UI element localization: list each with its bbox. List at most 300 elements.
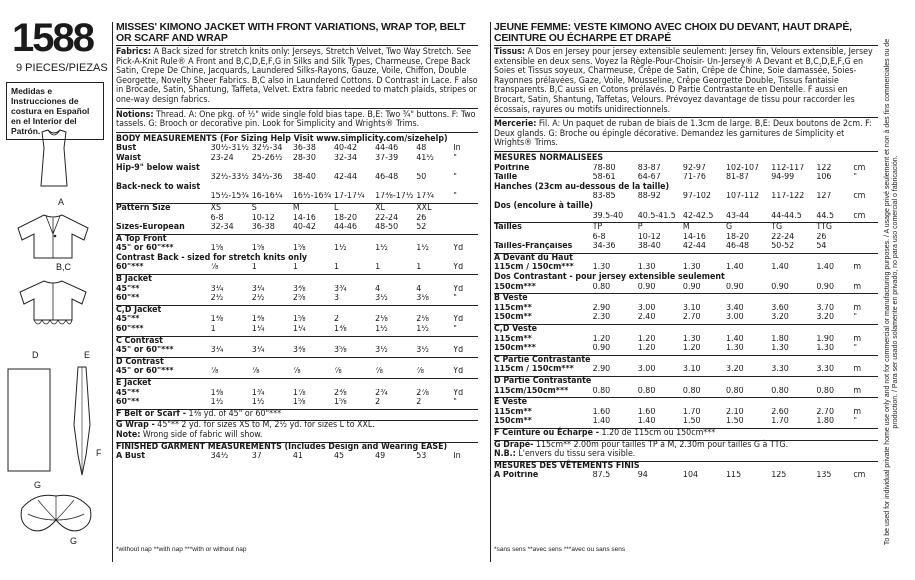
yardage-section-title: A Top Front [116, 233, 167, 244]
notions-label: Notions: [116, 109, 154, 120]
unit-cell: Yd [453, 263, 464, 273]
value-cell: 1 [375, 263, 381, 273]
unit-cell: m [853, 303, 862, 313]
value-cell: 2.70 [816, 407, 834, 417]
measure-grid [494, 304, 878, 323]
notions-text: Thread. A: One pkg. of ½" wide single fold bias tape. B,E: Two ¾" buttons. F: Two tassels. G: Brooch or decorative pin. Look for Simplicity and Wrights® Trims. [116, 109, 476, 130]
unit-cell: " [853, 173, 857, 183]
row-label: 60"*** [116, 325, 144, 335]
yardage-section-title: D Contrast [116, 356, 164, 367]
english-column [116, 22, 478, 462]
value-cell: 3½ [375, 294, 388, 304]
value-cell: 28-30 [292, 153, 316, 163]
table-row [494, 417, 878, 427]
value-cell: TP [592, 223, 603, 233]
value-cell: 0.90 [816, 282, 834, 292]
value-cell: 2½ [251, 294, 265, 304]
value-cell: 1.40 [637, 417, 656, 427]
unit-cell: " [453, 192, 457, 202]
view-g-wrap-sketch [16, 490, 96, 550]
value-cell: 83-87 [637, 163, 661, 173]
view-f-label: F [96, 448, 102, 458]
body-measurements-table [116, 144, 478, 202]
value-cell: 26 [816, 232, 827, 242]
value-cell: 2.10 [726, 407, 744, 417]
value-cell: 32½-33½ [210, 173, 249, 183]
value-cell: 38-40 [637, 242, 661, 252]
yardage-table [116, 234, 478, 408]
value-cell: 18-20 [333, 213, 357, 223]
measure-grid [116, 244, 478, 273]
row-label: 115cm/150cm*** [494, 386, 569, 396]
value-cell: 48-50 [375, 223, 399, 233]
value-cell: 17-17¼ [333, 192, 365, 202]
table-row [494, 233, 878, 243]
measure-grid [494, 471, 878, 481]
yardage-section-title: D Partie Contrastante [494, 376, 592, 386]
tissus-text: A Dos en Jersey pour jersey extensible seulement: Jersey fin, Velours extensible, Jersey extensible en deux sens. Voyez la Règle-Pour-Choisir- Un-Jersey® A Devant et B,C,D,E,F,G en Soies et Tissus soyeux, Charmeuse, Crêpe de Satin, Crêpe de Chine, Soie damassée, Soies-Rayonnes prélavées, Gaze, Voile, Mousseline, Crêpe Georgette Double, Tissus fantaisie transparents. B,C aussi en Cotons prélavés. D Partie Contrastante en Dentelle. F aussi en Brocart, Satin, Shantung, Taffetas, Velours. Prévoyez davantage de tissu pour raccorder les écossais, rayures ou motifs unidirectionnels. [494, 47, 873, 115]
value-cell: 3.30 [771, 365, 789, 375]
unit-cell: " [453, 153, 457, 163]
value-cell: 3.40 [726, 303, 744, 313]
value-cell: 37 [251, 452, 262, 462]
note-label: Note: [116, 429, 141, 440]
value-cell: 3½ [416, 346, 429, 356]
yardage-section [494, 397, 878, 427]
unit-cell: " [453, 173, 457, 183]
measure-grid [116, 346, 478, 356]
yardage-section-title: B Veste [494, 293, 528, 304]
measure-grid [494, 263, 878, 292]
value-cell: 1.30 [637, 263, 656, 273]
row-label: Tailles-Françaises [494, 242, 573, 252]
row-label: Hanches (23cm au-dessous de la taille) [494, 181, 670, 192]
row-label: 60"*** [116, 263, 144, 273]
value-cell: 1.80 [816, 417, 834, 427]
value-cell: 115 [726, 471, 742, 481]
value-cell: 52 [416, 223, 427, 233]
mercerie-label: Mercerie: [494, 119, 537, 130]
finished-measurements-table [116, 452, 478, 462]
divider-left [112, 22, 113, 562]
value-cell: 1.30 [592, 263, 611, 273]
unit-cell: cm [853, 192, 866, 202]
value-cell: 78-80 [592, 163, 616, 173]
row-label [494, 233, 593, 243]
value-cell: 50-52 [771, 242, 795, 252]
value-cell: M [292, 203, 300, 213]
unit-cell: m [853, 282, 862, 292]
value-cell: 49 [375, 452, 386, 462]
value-cell: 44.5 [816, 211, 834, 221]
usage-notice-vertical [884, 22, 910, 562]
row-label: A Bust [116, 452, 146, 462]
value-cell: 1⅜ [251, 315, 265, 325]
value-cell: ⅞ [210, 367, 219, 377]
value-cell: 36-38 [292, 144, 316, 154]
value-cell: 2⅛ [375, 315, 388, 325]
value-cell: 71-76 [682, 173, 706, 183]
table-row [116, 452, 478, 462]
finished-measurements-title: FINISHED GARMENT MEASUREMENTS (Includes Design and Wearing EASE) [116, 442, 478, 453]
unit-cell [453, 204, 478, 214]
value-cell: 4 [375, 284, 381, 294]
value-cell: 3¼ [210, 346, 224, 356]
value-cell: 2.30 [592, 313, 611, 323]
value-cell: 40-42 [333, 144, 357, 154]
value-cell: 1.60 [592, 407, 611, 417]
value-cell: 3.60 [771, 303, 789, 313]
value-cell: 14-16 [292, 213, 316, 223]
english-fabrics [116, 45, 478, 106]
value-cell: 0.80 [771, 386, 789, 396]
value-cell: 0.80 [592, 282, 611, 292]
value-cell: 1.80 [771, 334, 789, 344]
value-cell: 34½ [210, 452, 229, 462]
yardage-section-title: C,D Veste [494, 324, 538, 335]
value-cell: 3.00 [637, 365, 656, 375]
value-cell: 40.5-41.5 [637, 211, 676, 221]
value-cell: 1.40 [592, 417, 611, 427]
measure-grid [494, 223, 878, 252]
value-cell: 1.30 [682, 334, 701, 344]
value-cell: 0.90 [771, 282, 789, 292]
fabrics-label: Fabrics: [116, 47, 152, 57]
value-cell: G [726, 223, 733, 233]
row-label: Back-neck to waist [116, 181, 201, 192]
table-row [116, 192, 478, 202]
table-row [116, 263, 478, 273]
table-row [116, 294, 478, 304]
yardage-section [494, 376, 878, 396]
value-cell: 1.40 [726, 263, 744, 273]
value-cell: 32-34 [210, 223, 234, 233]
french-column [494, 22, 878, 481]
value-cell: S [251, 203, 257, 213]
measure-grid [116, 389, 478, 408]
value-cell: 1.40 [771, 263, 789, 273]
value-cell: 3.20 [771, 313, 789, 323]
value-cell: 2.40 [637, 313, 656, 323]
value-cell: 106 [816, 173, 832, 183]
table-row [494, 365, 878, 375]
table-row [494, 471, 878, 481]
table-row [116, 164, 478, 174]
unit-cell: Yd [453, 244, 464, 254]
value-cell: 94-99 [771, 173, 795, 183]
yardage-section-title: E Jacket [116, 378, 152, 388]
table-row [116, 214, 478, 224]
value-cell: 18-20 [726, 232, 750, 242]
value-cell: 1.40 [816, 263, 834, 273]
table-row [494, 283, 878, 293]
value-cell: 36-38 [251, 223, 275, 233]
value-cell: 2.90 [592, 303, 611, 313]
yardage-section-title: E Veste [494, 397, 528, 408]
unit-cell: m [853, 407, 862, 417]
value-cell: 54 [816, 242, 827, 252]
value-cell: 1⅝ [333, 398, 347, 408]
french-note [494, 450, 878, 460]
unit-cell: " [853, 313, 857, 323]
row-label: Dos Contrastant - pour jersey extensible seulement [494, 272, 725, 283]
measure-grid [116, 452, 478, 462]
row-label: Hip-9" below waist [116, 162, 200, 173]
value-cell: 6-8 [592, 232, 606, 242]
tailles-table [494, 222, 878, 252]
value-cell: 1.20 [637, 334, 656, 344]
row-label: 115cm** [494, 303, 532, 313]
divider-middle [490, 22, 491, 562]
value-cell: 3.00 [726, 313, 744, 323]
value-cell: 1.30 [726, 344, 744, 354]
value-cell: 64-67 [637, 173, 661, 183]
measure-grid [494, 408, 878, 427]
table-row [116, 204, 478, 214]
value-cell: 3.70 [816, 303, 834, 313]
table-row [116, 367, 478, 377]
measure-grid [116, 315, 478, 334]
value-cell: ⅞ [333, 367, 342, 377]
row-label: 150cm*** [494, 344, 536, 354]
value-cell: 0.90 [592, 344, 611, 354]
value-cell: 2⅜ [333, 388, 347, 398]
value-cell: 2 [416, 398, 422, 408]
belt-yardage [116, 409, 478, 420]
row-label [116, 214, 211, 224]
value-cell: 2⅝ [292, 294, 306, 304]
yardage-section-title: C,D Jacket [116, 304, 162, 315]
value-cell: 48 [416, 144, 427, 154]
body-measurements-title: BODY MEASUREMENTS (For Sizing Help Visit www.simplicity.com/sizehelp) [116, 132, 478, 145]
value-cell: 107-112 [726, 192, 760, 202]
metrage-table [494, 253, 878, 427]
view-g-label-bottom: G [70, 536, 78, 546]
unit-cell: In [453, 144, 461, 154]
mesures-table [494, 164, 878, 222]
ceinture-label: F Ceinture ou Écharpe - [494, 427, 600, 438]
row-label: 150cm*** [494, 282, 536, 292]
row-label: 60"** [116, 294, 140, 304]
value-cell: 1½ [375, 244, 388, 254]
value-cell: 1 [416, 263, 422, 273]
value-cell: 23-24 [210, 153, 234, 163]
value-cell: ⅞ [416, 367, 424, 377]
measure-grid [494, 365, 878, 375]
fabric-note [116, 431, 478, 441]
value-cell: 1½ [416, 244, 429, 254]
table-row [494, 202, 878, 212]
value-cell: 3.20 [816, 313, 834, 323]
value-cell: 135 [816, 471, 832, 481]
view-e-label: E [84, 350, 91, 360]
value-cell: 34-36 [592, 242, 616, 252]
value-cell: 81-87 [726, 173, 750, 183]
row-label: 115cm** [494, 334, 532, 344]
value-cell: 46-48 [726, 242, 750, 252]
row-label: Bust [116, 144, 137, 154]
value-cell: 39.5-40 [592, 211, 624, 221]
unit-cell: " [453, 294, 457, 304]
table-row [116, 389, 478, 399]
value-cell: 41 [292, 452, 303, 462]
value-cell: 0.90 [726, 282, 744, 292]
yardage-section [494, 324, 878, 354]
table-row [494, 335, 878, 345]
value-cell: XS [210, 203, 222, 213]
value-cell: 1¾ [251, 388, 265, 398]
yardage-section-title: B Jacket [116, 274, 152, 285]
yardage-section [116, 357, 478, 377]
unit-cell: cm [853, 163, 866, 173]
unit-cell: m [853, 386, 862, 396]
value-cell: 2.90 [592, 365, 611, 375]
value-cell: 1.20 [592, 334, 611, 344]
value-cell: 2⅛ [416, 315, 429, 325]
row-label: 150cm** [494, 313, 532, 323]
spanish-instructions-note: Medidas e Instrucciones de costura en Español en el Interior del Patrón. [6, 82, 104, 140]
measure-grid [116, 367, 478, 377]
value-cell: 1⅞ [292, 388, 306, 398]
value-cell: 1½ [333, 244, 347, 254]
view-a-label: A [58, 197, 65, 207]
value-cell: 1⅜ [333, 325, 347, 335]
value-cell: 15½-15¾ [210, 192, 249, 202]
row-label: A Poitrine [494, 471, 539, 481]
value-cell: 1.50 [726, 417, 744, 427]
value-cell: 2.60 [771, 407, 789, 417]
value-cell: 0.90 [637, 282, 656, 292]
value-cell: 87.5 [592, 471, 611, 481]
value-cell: 3.10 [682, 365, 701, 375]
value-cell: 104 [682, 471, 699, 481]
value-cell: 1⅝ [292, 244, 306, 254]
value-cell: 40-42 [292, 223, 316, 233]
row-label: 45" or 60"*** [116, 244, 174, 254]
value-cell: 3½ [375, 346, 388, 356]
value-cell: 0.80 [726, 386, 744, 396]
row-label: 45"** [116, 284, 140, 294]
value-cell: 2.70 [682, 313, 701, 323]
value-cell: 1⅜ [210, 315, 224, 325]
value-cell: XXL [416, 203, 432, 213]
value-cell: 45 [333, 452, 345, 462]
table-row [116, 223, 478, 233]
value-cell: 94 [637, 471, 648, 481]
value-cell: P [637, 223, 643, 233]
value-cell: 3.00 [637, 303, 656, 313]
view-d-label: D [32, 350, 39, 360]
value-cell: 1.30 [816, 344, 834, 354]
value-cell: 3¼ [251, 346, 265, 356]
value-cell: 3.30 [816, 365, 834, 375]
value-cell: 125 [771, 471, 787, 481]
pattern-number: 1588 [12, 16, 93, 60]
row-label: Taille [494, 173, 518, 183]
measure-grid [494, 387, 878, 397]
row-label: Pattern Size [116, 203, 171, 213]
value-cell: 0.90 [682, 282, 701, 292]
row-label: 45"** [116, 388, 140, 398]
unit-cell: Yd [453, 315, 464, 325]
drape-label: G Drapé- [494, 439, 534, 450]
value-cell: 1½ [210, 398, 224, 408]
nb-label: N.B.: [494, 449, 516, 460]
value-cell: 1.20 [637, 344, 656, 354]
ceinture-metrage [494, 428, 878, 439]
value-cell: 43-44 [726, 211, 750, 221]
value-cell: 97-102 [682, 192, 711, 202]
row-label: 115cm** [494, 407, 532, 417]
value-cell: TG [771, 223, 783, 233]
pattern-size-table [116, 203, 478, 233]
wrap-label: G Wrap - [116, 420, 155, 431]
value-cell: 1⅜ [210, 388, 224, 398]
view-a-sketch [36, 128, 72, 190]
value-cell: 10-12 [251, 213, 275, 223]
value-cell: 14-16 [682, 232, 706, 242]
table-row [494, 304, 878, 314]
measure-grid [116, 204, 478, 233]
value-cell: 1.20 [682, 344, 701, 354]
row-label: 150cm** [494, 417, 532, 427]
measure-grid [494, 335, 878, 354]
fabrics-text: A Back sized for stretch knits only: Jerseys, Stretch Velvet, Two Way Stretch. See Pick-A-Knit Rule® A Front and B,C,D,E,F,G in Silks and Silk Types, Charmeuse, Crepe Back Satin, Crepe De Chine, Jacquards, Laundered Silks-Rayons, Gauze, Voile, Chiffon, Double Georgette, Novelty Sheer Fabrics. B,C also in Laundered Cottons. D Contrast in Lace. F also in Brocade, Satin, Shantung, Taffeta, Velvet. Extra fabric needed to match plaids, stripes or one-way design fabrics. [116, 47, 478, 105]
value-cell: 46-48 [375, 173, 399, 183]
unit-cell: Yd [453, 367, 464, 377]
value-cell: 1¼ [292, 325, 306, 335]
row-label: Sizes-European [116, 223, 185, 233]
unit-cell: " [853, 344, 857, 354]
yardage-section [494, 253, 878, 292]
table-row [116, 183, 478, 193]
table-row [494, 273, 878, 283]
value-cell: 58-61 [592, 173, 616, 183]
table-row [494, 313, 878, 323]
unit-cell [853, 242, 878, 252]
yardage-section [116, 336, 478, 356]
table-row [494, 344, 878, 354]
yardage-section [116, 378, 478, 408]
value-cell: 122 [816, 163, 832, 173]
unit-cell: m [853, 334, 862, 344]
table-row [494, 387, 878, 397]
value-cell: 112-117 [771, 163, 805, 173]
value-cell: 1⅝ [292, 315, 306, 325]
row-label [494, 212, 593, 222]
table-row [116, 254, 478, 264]
mercerie-text: Fil. A: Un paquet de ruban de biais de 1.3cm de large. B,E: Deux boutons de 2cm. F: Deux glands. G: Broche ou épingle décorative. Demandez les garnitures de Simplicity et Wrights® Trims. [494, 119, 872, 149]
value-cell: 1½ [251, 398, 265, 408]
value-cell: 6-8 [210, 213, 224, 223]
unit-cell [453, 223, 478, 233]
value-cell: 0.80 [637, 386, 656, 396]
table-row [116, 325, 478, 335]
yardage-section-title: C Partie Contrastante [494, 354, 591, 365]
value-cell: 22-24 [771, 232, 795, 242]
value-cell: 30½-31½ [210, 144, 249, 154]
value-cell: 2 [333, 315, 340, 325]
value-cell: ⅞ [375, 367, 383, 377]
value-cell: 37-39 [375, 153, 399, 163]
english-notions [116, 108, 478, 130]
yardage-section-title: C Contrast [116, 335, 163, 346]
value-cell: 10-12 [637, 232, 661, 242]
value-cell: 44-46 [333, 223, 357, 233]
value-cell: 1.70 [682, 407, 701, 417]
unit-cell: Yd [453, 388, 464, 398]
english-footnote: *without nap **with nap ***with or without nap [116, 546, 247, 553]
